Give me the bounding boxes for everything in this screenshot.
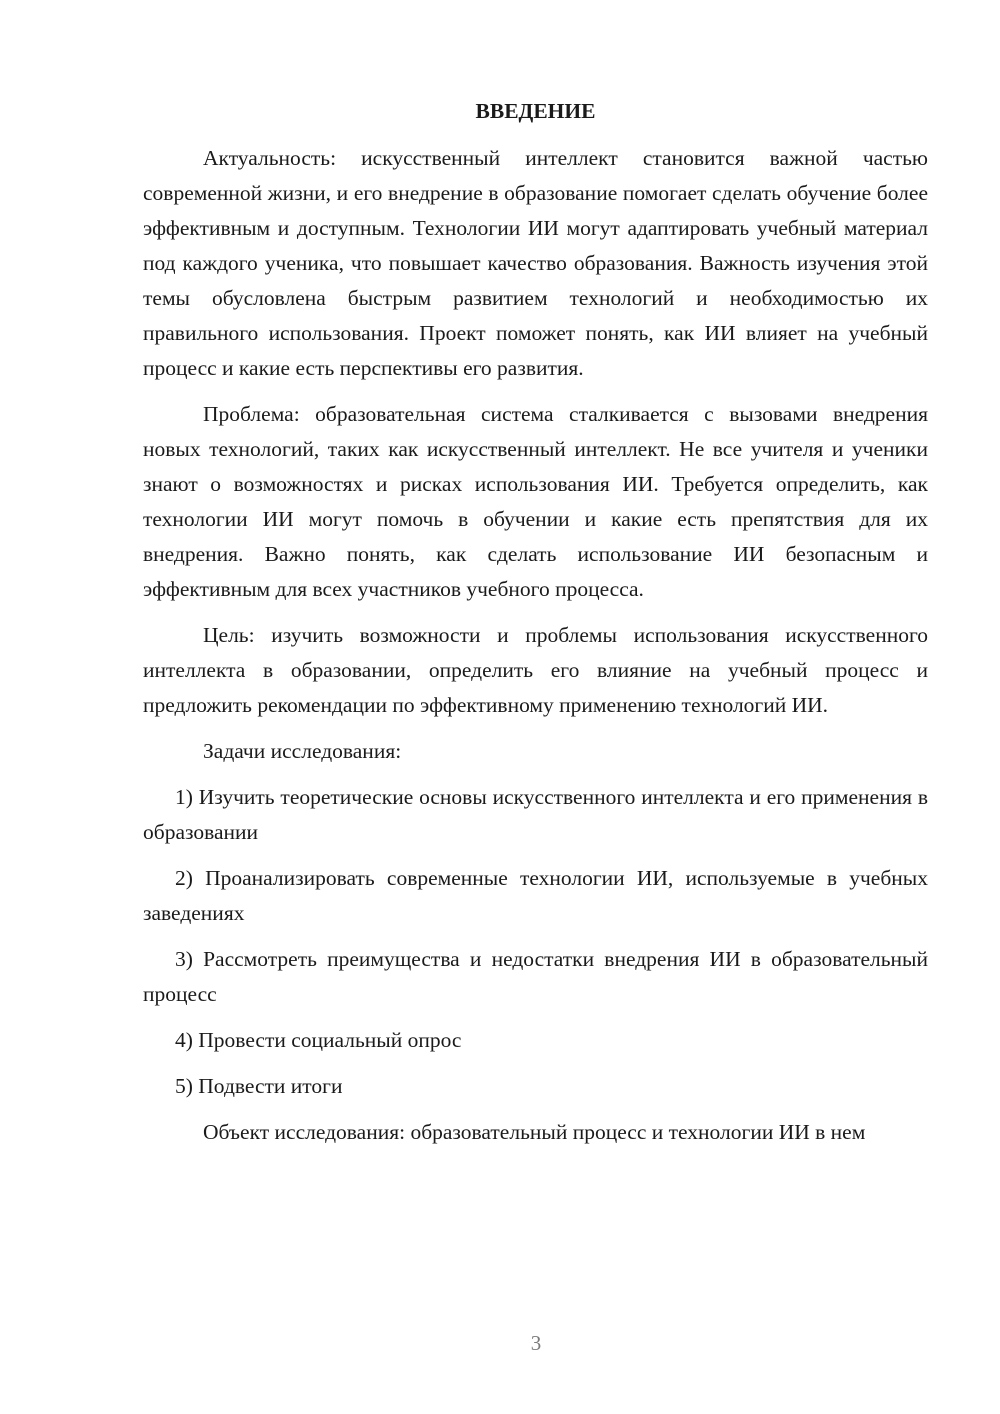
task-item-4: 4) Провести социальный опрос	[175, 1028, 462, 1052]
task-item-2: 2) Проанализировать современные технологии ИИ, используемые в учебных заведениях	[143, 866, 928, 925]
object-paragraph: Объект исследования: образовательный процесс и технологии ИИ в нем	[203, 1120, 866, 1144]
relevance-paragraph: Актуальность: искусственный интеллект становится важной частью современной жизни, и его внедрение в образование помогает сделать обучение более эффективным и доступным. Технологии ИИ могут адаптировать учебный материал под каждого ученика, что повышает качество образования. Важность изучения этой темы обусловлена быстрым развитием технологий и необходимостью их правильного использования. Проект поможет понять, как ИИ влияет на учебный процесс и какие есть перспективы его развития.	[143, 146, 928, 380]
goal-paragraph: Цель: изучить возможности и проблемы использования искусственного интеллекта в образовании, определить его влияние на учебный процесс и предложить рекомендации по эффективному применению технологий ИИ.	[143, 623, 928, 717]
section-title: ВВЕДЕНИЕ	[475, 99, 596, 123]
problem-paragraph: Проблема: образовательная система сталкивается с вызовами внедрения новых технологий, таких как искусственный интеллект. Не все учителя и ученики знают о возможностях и рисках использования ИИ. Требуется определить, как технологии ИИ могут помочь в обучении и какие есть препятствия для их внедрения. Важно понять, как сделать использование ИИ безопасным и эффективным для всех участников учебного процесса.	[143, 402, 928, 601]
page-number: 3	[530, 1331, 542, 1355]
task-list	[143, 780, 928, 1104]
task-item-3: 3) Рассмотреть преимущества и недостатки внедрения ИИ в образовательный процесс	[143, 947, 928, 1006]
tasks-heading: Задачи исследования:	[203, 739, 402, 763]
task-item-5: 5) Подвести итоги	[175, 1074, 343, 1098]
document-page	[143, 95, 928, 1161]
task-item-1: 1) Изучить теоретические основы искусственного интеллекта и его применения в образовании	[143, 785, 928, 844]
